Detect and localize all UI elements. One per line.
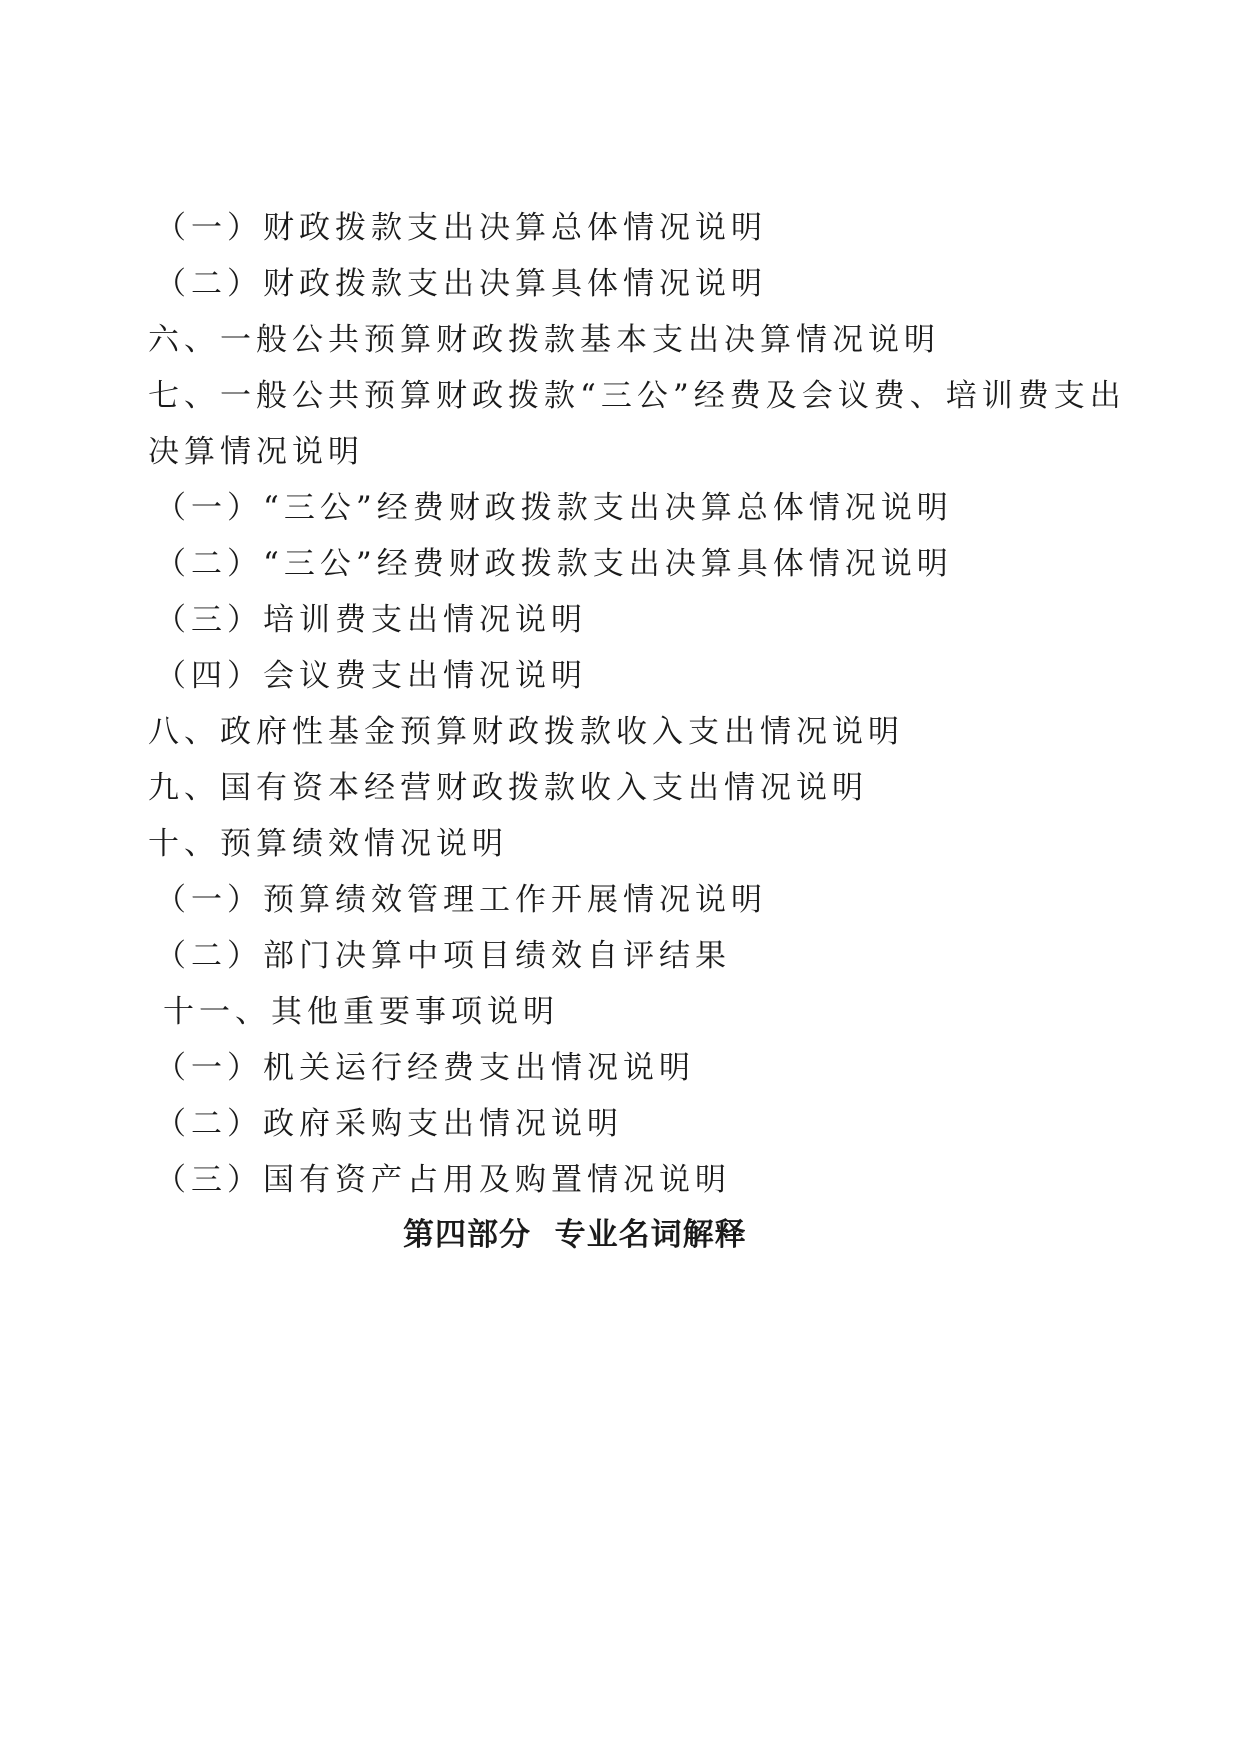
toc-line: （二）政府采购支出情况说明	[155, 1106, 623, 1142]
toc-line: 十一、其他重要事项说明	[163, 994, 559, 1030]
toc-line: （一）机关运行经费支出情况说明	[155, 1050, 695, 1086]
section-heading: 第四部分 专业名词解释	[403, 1217, 747, 1253]
toc-line: （一）预算绩效管理工作开展情况说明	[155, 882, 767, 918]
toc-line: （一）财政拨款支出决算总体情况说明	[155, 210, 767, 246]
toc-line: （三）国有资产占用及购置情况说明	[155, 1162, 731, 1198]
toc-line: （二）财政拨款支出决算具体情况说明	[155, 266, 767, 302]
toc-line: 八、政府性基金预算财政拨款收入支出情况说明	[148, 714, 904, 750]
toc-line: 十、预算绩效情况说明	[148, 826, 508, 862]
toc-line: （四）会议费支出情况说明	[155, 658, 587, 694]
toc-line: （二）部门决算中项目绩效自评结果	[155, 938, 731, 974]
toc-line: 七、一般公共预算财政拨款“三公”经费及会议费、培训费支出	[148, 378, 1126, 414]
toc-line: （三）培训费支出情况说明	[155, 602, 587, 638]
toc-line: 九、国有资本经营财政拨款收入支出情况说明	[148, 770, 868, 806]
toc-line: 决算情况说明	[148, 434, 364, 470]
toc-line: 六、一般公共预算财政拨款基本支出决算情况说明	[148, 322, 940, 358]
toc-line: （二）“三公”经费财政拨款支出决算具体情况说明	[155, 546, 953, 582]
toc-line: （一）“三公”经费财政拨款支出决算总体情况说明	[155, 490, 953, 526]
